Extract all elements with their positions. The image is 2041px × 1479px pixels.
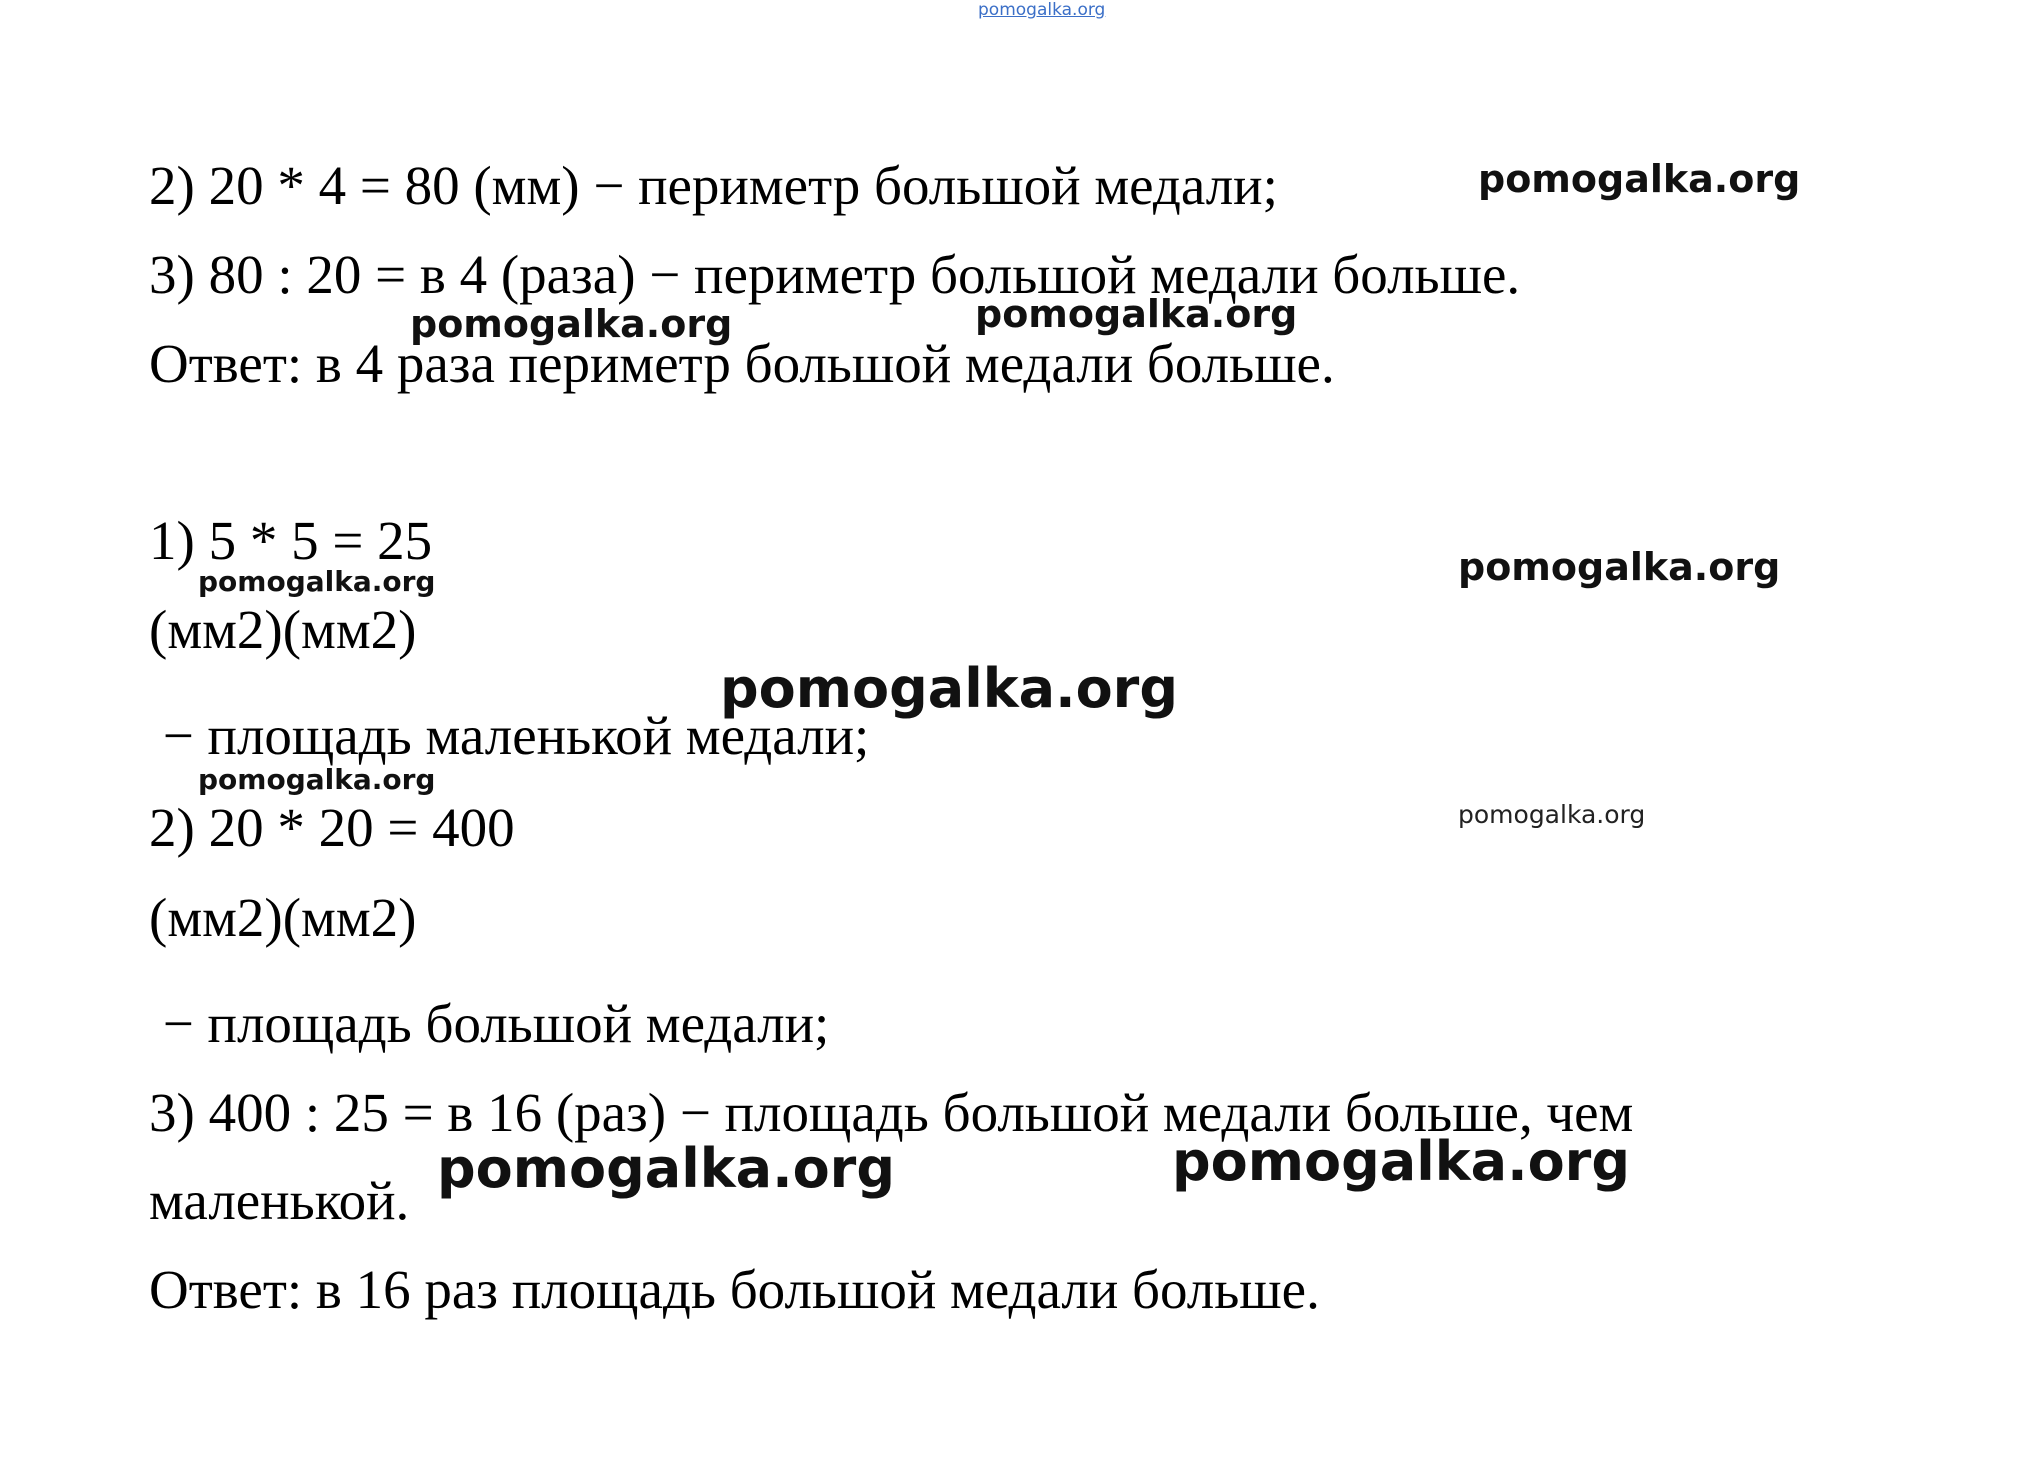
watermark-1: pomogalka.org: [1478, 157, 1801, 201]
text-line-answer-perimeter: Ответ: в 4 раза периметр большой медали больше.: [149, 333, 1335, 394]
text-line-area-small-calc: 1) 5 * 5 = 25: [149, 510, 433, 571]
text-line-area-big-calc: 2) 20 * 20 = 400: [149, 797, 515, 858]
text-line-area-ratio: 3) 400 : 25 = в 16 (раз) − площадь большой медали больше, чем: [149, 1082, 1634, 1143]
watermark-6: pomogalka.org: [720, 657, 1178, 720]
text-line-perimeter-ratio: 3) 80 : 20 = в 4 (раза) − периметр большой медали больше.: [149, 244, 1521, 305]
watermark-8: pomogalka.org: [1458, 800, 1646, 829]
watermark-7: pomogalka.org: [198, 763, 436, 796]
watermark-10: pomogalka.org: [1172, 1130, 1630, 1193]
watermark-5: pomogalka.org: [1458, 545, 1781, 589]
text-line-area-big-desc: − площадь большой медали;: [149, 993, 830, 1054]
watermark-4: pomogalka.org: [198, 565, 436, 598]
text-line-perimeter-big: 2) 20 * 4 = 80 (мм) − периметр большой медали;: [149, 155, 1278, 216]
text-line-answer-area: Ответ: в 16 раз площадь большой медали больше.: [149, 1259, 1320, 1320]
watermark-9: pomogalka.org: [437, 1137, 895, 1200]
watermark-2: pomogalka.org: [410, 302, 733, 346]
top-watermark: pomogalka.org: [978, 0, 1106, 20]
text-line-area-small-unit: (мм2)(мм2): [149, 599, 417, 660]
text-line-area-big-unit: (мм2)(мм2): [149, 887, 417, 948]
watermark-3: pomogalka.org: [975, 292, 1298, 336]
text-line-area-small-desc: − площадь маленькой медали;: [149, 705, 870, 766]
text-line-area-ratio-cont: маленькой.: [149, 1170, 410, 1231]
